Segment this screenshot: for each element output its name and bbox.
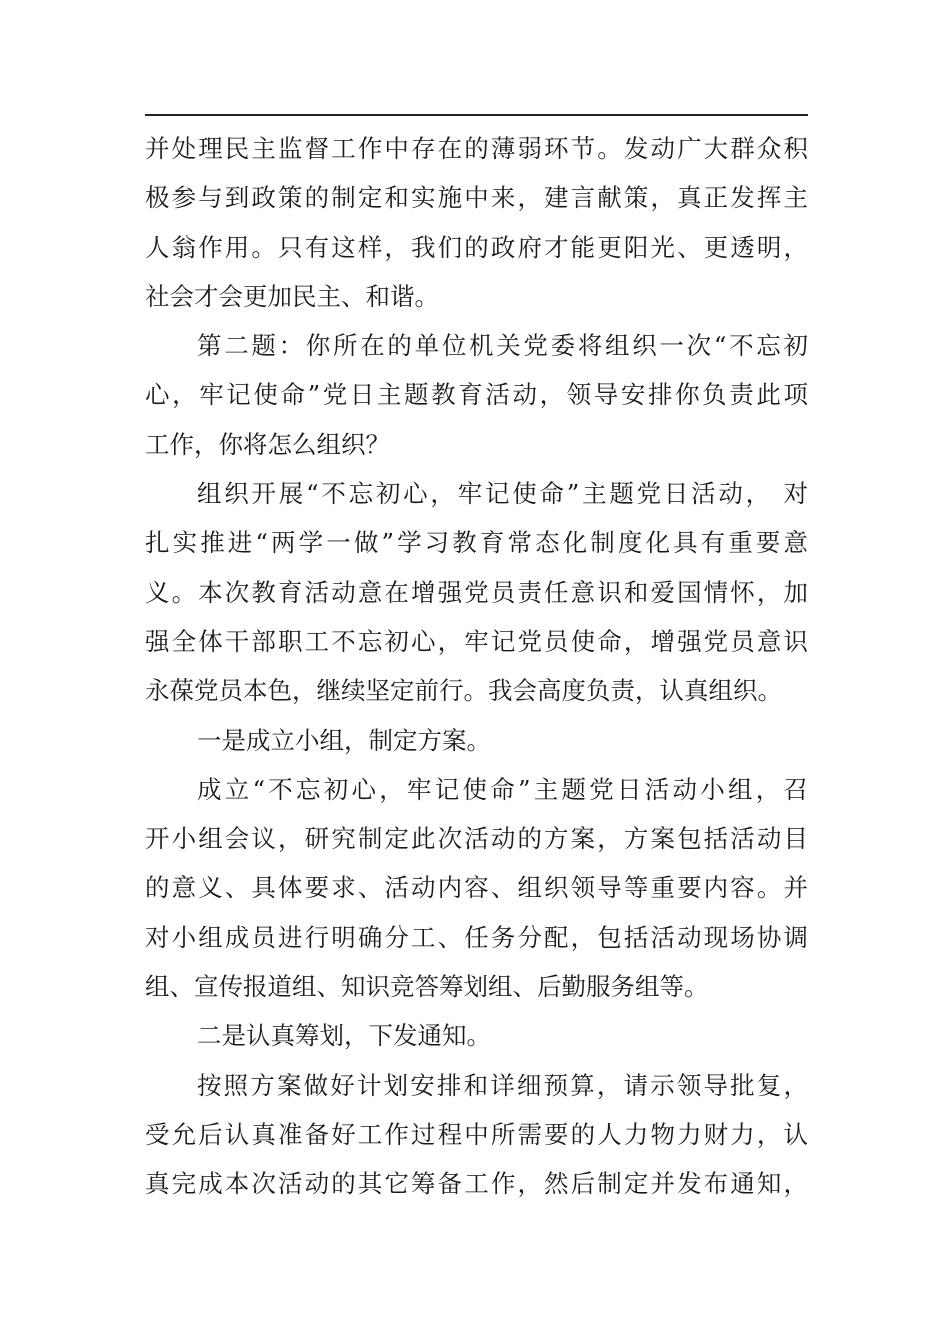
text-line: 扎实推进“两学一做”学习教育常态化制度化具有重要意	[145, 528, 808, 558]
text-line: 极参与到政策的制定和实施中来，建言献策，真正发挥主	[145, 183, 808, 213]
header-rule	[145, 114, 808, 116]
text-line: 成立“不忘初心，牢记使命”主题党日活动小组，召	[197, 774, 808, 804]
text-line: 心，牢记使命”党日主题教育活动，领导安排你负责此项	[145, 380, 808, 410]
text-line: 真完成本次活动的其它筹备工作，然后制定并发布通知，	[145, 1169, 808, 1199]
text-line: 按照方案做好计划安排和详细预算，请示领导批复，	[197, 1070, 808, 1100]
text-line: 永葆党员本色，继续坚定前行。我会高度负责，认真组织。	[145, 676, 782, 706]
text-line: 二是认真筹划，下发通知。	[197, 1021, 491, 1051]
text-line: 受允后认真准备好工作过程中所需要的人力物力财力，认	[145, 1119, 808, 1149]
text-line: 义。本次教育活动意在增强党员责任意识和爱国情怀，加	[145, 577, 808, 607]
text-line: 对小组成员进行明确分工、任务分配，包括活动现场协调	[145, 922, 808, 952]
text-line: 组织开展“不忘初心，牢记使命”主题党日活动， 对	[197, 479, 808, 509]
text-line: 并处理民主监督工作中存在的薄弱环节。发动广大群众积	[145, 134, 808, 163]
text-line: 一是成立小组，制定方案。	[197, 725, 491, 755]
text-line: 社会才会更加民主、和谐。	[145, 281, 439, 311]
text-line: 强全体干部职工不忘初心，牢记党员使命，增强党员意识	[145, 626, 808, 656]
text-line: 组、宣传报道组、知识竞答筹划组、后勤服务组等。	[145, 972, 709, 1002]
body-text	[145, 124, 808, 1209]
text-line: 工作，你将怎么组织？	[145, 429, 390, 459]
text-line: 的意义、具体要求、活动内容、组织领导等重要内容。并	[145, 873, 808, 903]
text-line: 开小组会议，研究制定此次活动的方案，方案包括活动目	[145, 824, 808, 854]
text-line: 人翁作用。只有这样，我们的政府才能更阳光、更透明，	[145, 232, 808, 262]
text-line: 第二题：你所在的单位机关党委将组织一次“不忘初	[197, 331, 808, 361]
